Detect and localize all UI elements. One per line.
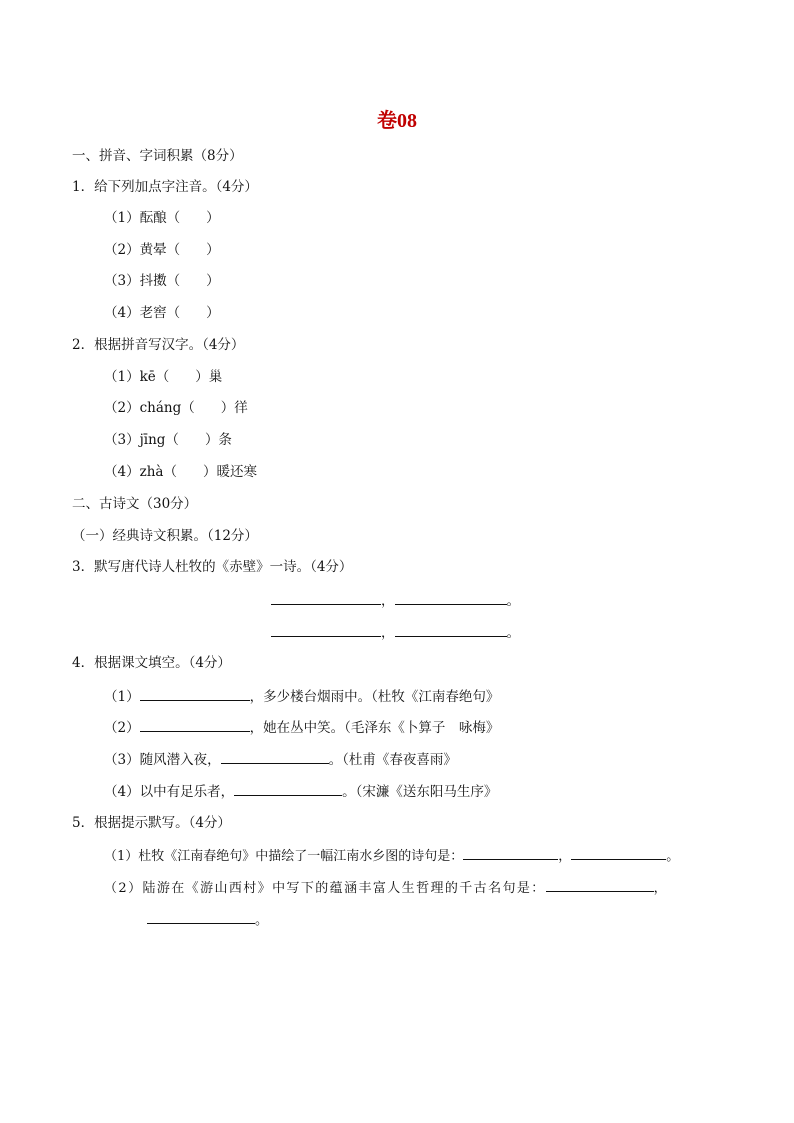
question-4-item-3: （3）随风潜入夜， 。（杜甫《春夜喜雨》 [104, 749, 457, 770]
question-5-item-2: （2）陆游在《游山西村》中写下的蕴涵丰富人生哲理的千古名句是： ， [104, 877, 668, 899]
answer-blank[interactable] [140, 686, 250, 701]
question-4-stem: 4．根据课文填空。（4分） [72, 655, 231, 671]
answer-blank[interactable] [571, 845, 666, 860]
question-3-answer-line-1: ， 。 [271, 590, 520, 611]
question-4-item-4: （4）以中有足乐者， 。（宋濂《送东阳马生序》 [104, 781, 497, 802]
question-5-stem: 5．根据提示默写。（4分） [72, 815, 231, 831]
question-4-item-2: （2） ，她在丛中笑。（毛泽东《卜算子 咏梅》 [104, 717, 499, 738]
answer-blank[interactable] [221, 749, 329, 764]
question-2-item-3: （3）jīng（ ）条 [104, 432, 232, 448]
answer-blank[interactable] [271, 590, 381, 605]
section-heading-1: 一、拼音、字词积累（8分） [72, 148, 243, 164]
answer-blank[interactable] [463, 845, 558, 860]
section-heading-2: 二、古诗文（30分） [72, 496, 198, 512]
question-2-stem: 2．根据拼音写汉字。（4分） [72, 337, 245, 353]
answer-blank[interactable] [395, 622, 507, 637]
answer-blank[interactable] [271, 622, 381, 637]
question-5-item-1: （1）杜牧《江南春绝句》中描绘了一幅江南水乡图的诗句是： ， 。 [104, 845, 679, 867]
question-1-item-1: （1）酝酿（ ） [104, 210, 220, 226]
question-3-answer-line-2: ， 。 [271, 622, 520, 643]
question-1-item-2: （2）黄晕（ ） [104, 242, 220, 258]
question-2-item-1: （1）kē（ ）巢 [104, 369, 223, 385]
answer-blank[interactable] [234, 781, 342, 796]
subsection-heading-1: （一）经典诗文积累。（12分） [72, 528, 258, 544]
page-title: 卷08 [377, 110, 417, 132]
question-2-item-2: （2）cháng（ ）徉 [104, 400, 248, 416]
question-1-stem: 1．给下列加点字注音。（4分） [72, 179, 258, 195]
answer-blank[interactable] [140, 717, 250, 732]
question-2-item-4: （4）zhà（ ）暖还寒 [104, 464, 257, 480]
question-1-item-3: （3）抖擞（ ） [104, 273, 220, 289]
answer-blank[interactable] [147, 909, 255, 924]
question-1-item-4: （4）老窖（ ） [104, 305, 220, 321]
answer-blank[interactable] [395, 590, 507, 605]
question-3-stem: 3．默写唐代诗人杜牧的《赤壁》一诗。（4分） [72, 559, 353, 575]
answer-blank[interactable] [546, 877, 654, 892]
question-5-item-2-continued: 。 [147, 909, 268, 931]
question-4-item-1: （1） ，多少楼台烟雨中。（杜牧《江南春绝句》 [104, 686, 499, 707]
